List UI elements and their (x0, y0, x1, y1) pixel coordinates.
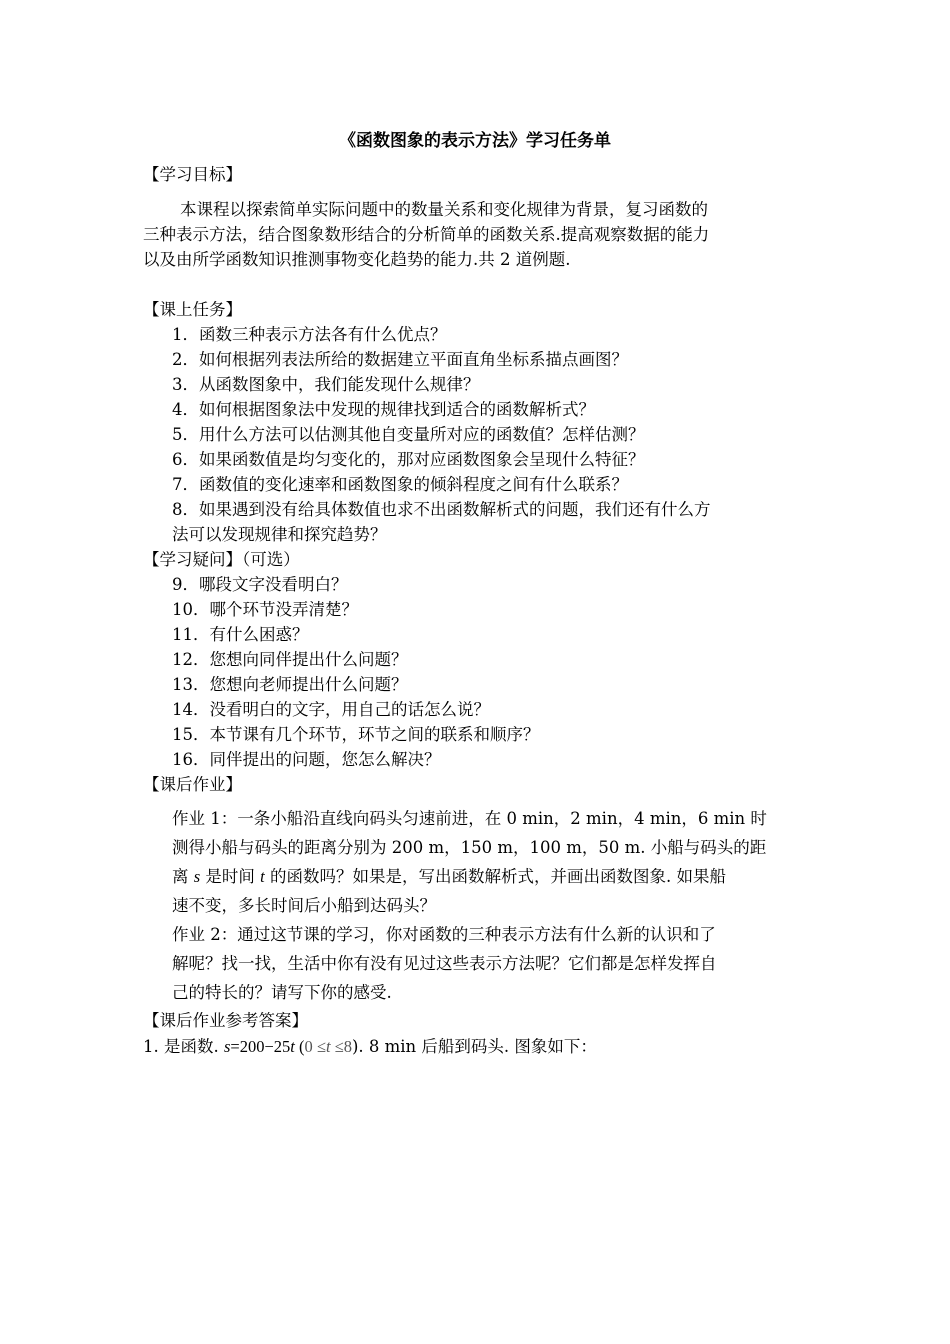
question-item-15: 15．本节课有几个环节，环节之间的联系和顺序？ (172, 725, 540, 744)
answer-condition-a: 0 ≤ (304, 1037, 326, 1056)
homework1-line-4: 速不变，多长时间后小船到达码头？ (172, 896, 436, 915)
question-item-13: 13．您想向老师提出什么问题？ (172, 675, 408, 694)
homework1-line-3a: 离 (172, 867, 194, 886)
homework1-line-1: 作业 1：一条小船沿直线向码头匀速前进，在 0 min，2 min，4 min，6 min 时 (172, 809, 767, 828)
questions-heading: 【学习疑问】（可选） (143, 550, 300, 569)
task-item-7: 7．函数值的变化速率和函数图象的倾斜程度之间有什么联系？ (172, 475, 628, 494)
homework1-line-3b: 是时间 (200, 867, 261, 886)
goals-line-1: 本课程以探索简单实际问题中的数量关系和变化规律为背景，复习函数的 (180, 200, 708, 219)
answer-heading: 【课后作业参考答案】 (143, 1011, 308, 1030)
answer-var-t: t (290, 1037, 295, 1056)
task-item-1: 1．函数三种表示方法各有什么优点？ (172, 325, 447, 344)
task-item-4: 4．如何根据图象法中发现的规律找到适合的函数解析式？ (172, 400, 595, 419)
task-item-8: 8．如果遇到没有给具体数值也求不出函数解析式的问题，我们还有什么方 (172, 500, 711, 519)
question-item-9: 9．哪段文字没看明白？ (172, 575, 348, 594)
homework2-line-3: 己的特长的？请写下你的感受. (172, 983, 392, 1002)
task-item-6: 6．如果函数值是均匀变化的，那对应函数图象会呈现什么特征？ (172, 450, 645, 469)
task-item-8-cont: 法可以发现规律和探究趋势？ (172, 525, 387, 544)
answer-suffix: ). 8 min 后船到码头. 图象如下： (351, 1037, 597, 1056)
homework1-line-3 (172, 869, 726, 886)
answer-condition-t: t (325, 1037, 331, 1056)
variable-t: t (260, 867, 265, 886)
tasks-heading: 【课上任务】 (143, 300, 242, 319)
goals-line-3: 以及由所学函数知识推测事物变化趋势的能力.共 2 道例题. (143, 250, 571, 269)
question-item-10: 10．哪个环节没弄清楚？ (172, 600, 358, 619)
homework1-line-2: 测得小船与码头的距离分别为 200 m，150 m，100 m，50 m. 小船与码头的距 (172, 838, 767, 857)
task-item-5: 5．用什么方法可以估测其他自变量所对应的函数值？怎样估测？ (172, 425, 645, 444)
homework-heading: 【课后作业】 (143, 775, 242, 794)
goals-line-2: 三种表示方法，结合图象数形结合的分析简单的函数关系.提高观察数据的能力 (143, 225, 710, 244)
homework1-line-3c: 的函数吗？如果是，写出函数解析式，并画出函数图象. 如果船 (264, 867, 727, 886)
homework2-line-1: 作业 2：通过这节课的学习，你对函数的三种表示方法有什么新的认识和了 (172, 925, 716, 944)
document-title: 《函数图象的表示方法》学习任务单 (339, 131, 611, 151)
task-item-3: 3．从函数图象中，我们能发现什么规律？ (172, 375, 480, 394)
question-item-16: 16．同伴提出的问题，您怎么解决？ (172, 750, 441, 769)
answer-formula: =200−25 (230, 1037, 291, 1056)
question-item-12: 12．您想向同伴提出什么问题？ (172, 650, 408, 669)
answer-prefix: 1. 是函数. (143, 1037, 224, 1056)
answer-condition-b: ≤8 (330, 1037, 352, 1056)
task-item-2: 2．如何根据列表法所给的数据建立平面直角坐标系描点画图？ (172, 350, 628, 369)
variable-s: s (193, 867, 201, 886)
answer-open: ( (294, 1037, 305, 1056)
homework2-line-2: 解呢？找一找，生活中你有没有见过这些表示方法呢？它们都是怎样发挥自 (172, 954, 717, 973)
answer-line-1 (143, 1039, 597, 1056)
question-item-11: 11．有什么困惑？ (172, 625, 309, 644)
question-item-14: 14．没看明白的文字，用自己的话怎么说？ (172, 700, 490, 719)
goals-heading: 【学习目标】 (143, 165, 242, 184)
answer-var-s: s (223, 1037, 231, 1056)
